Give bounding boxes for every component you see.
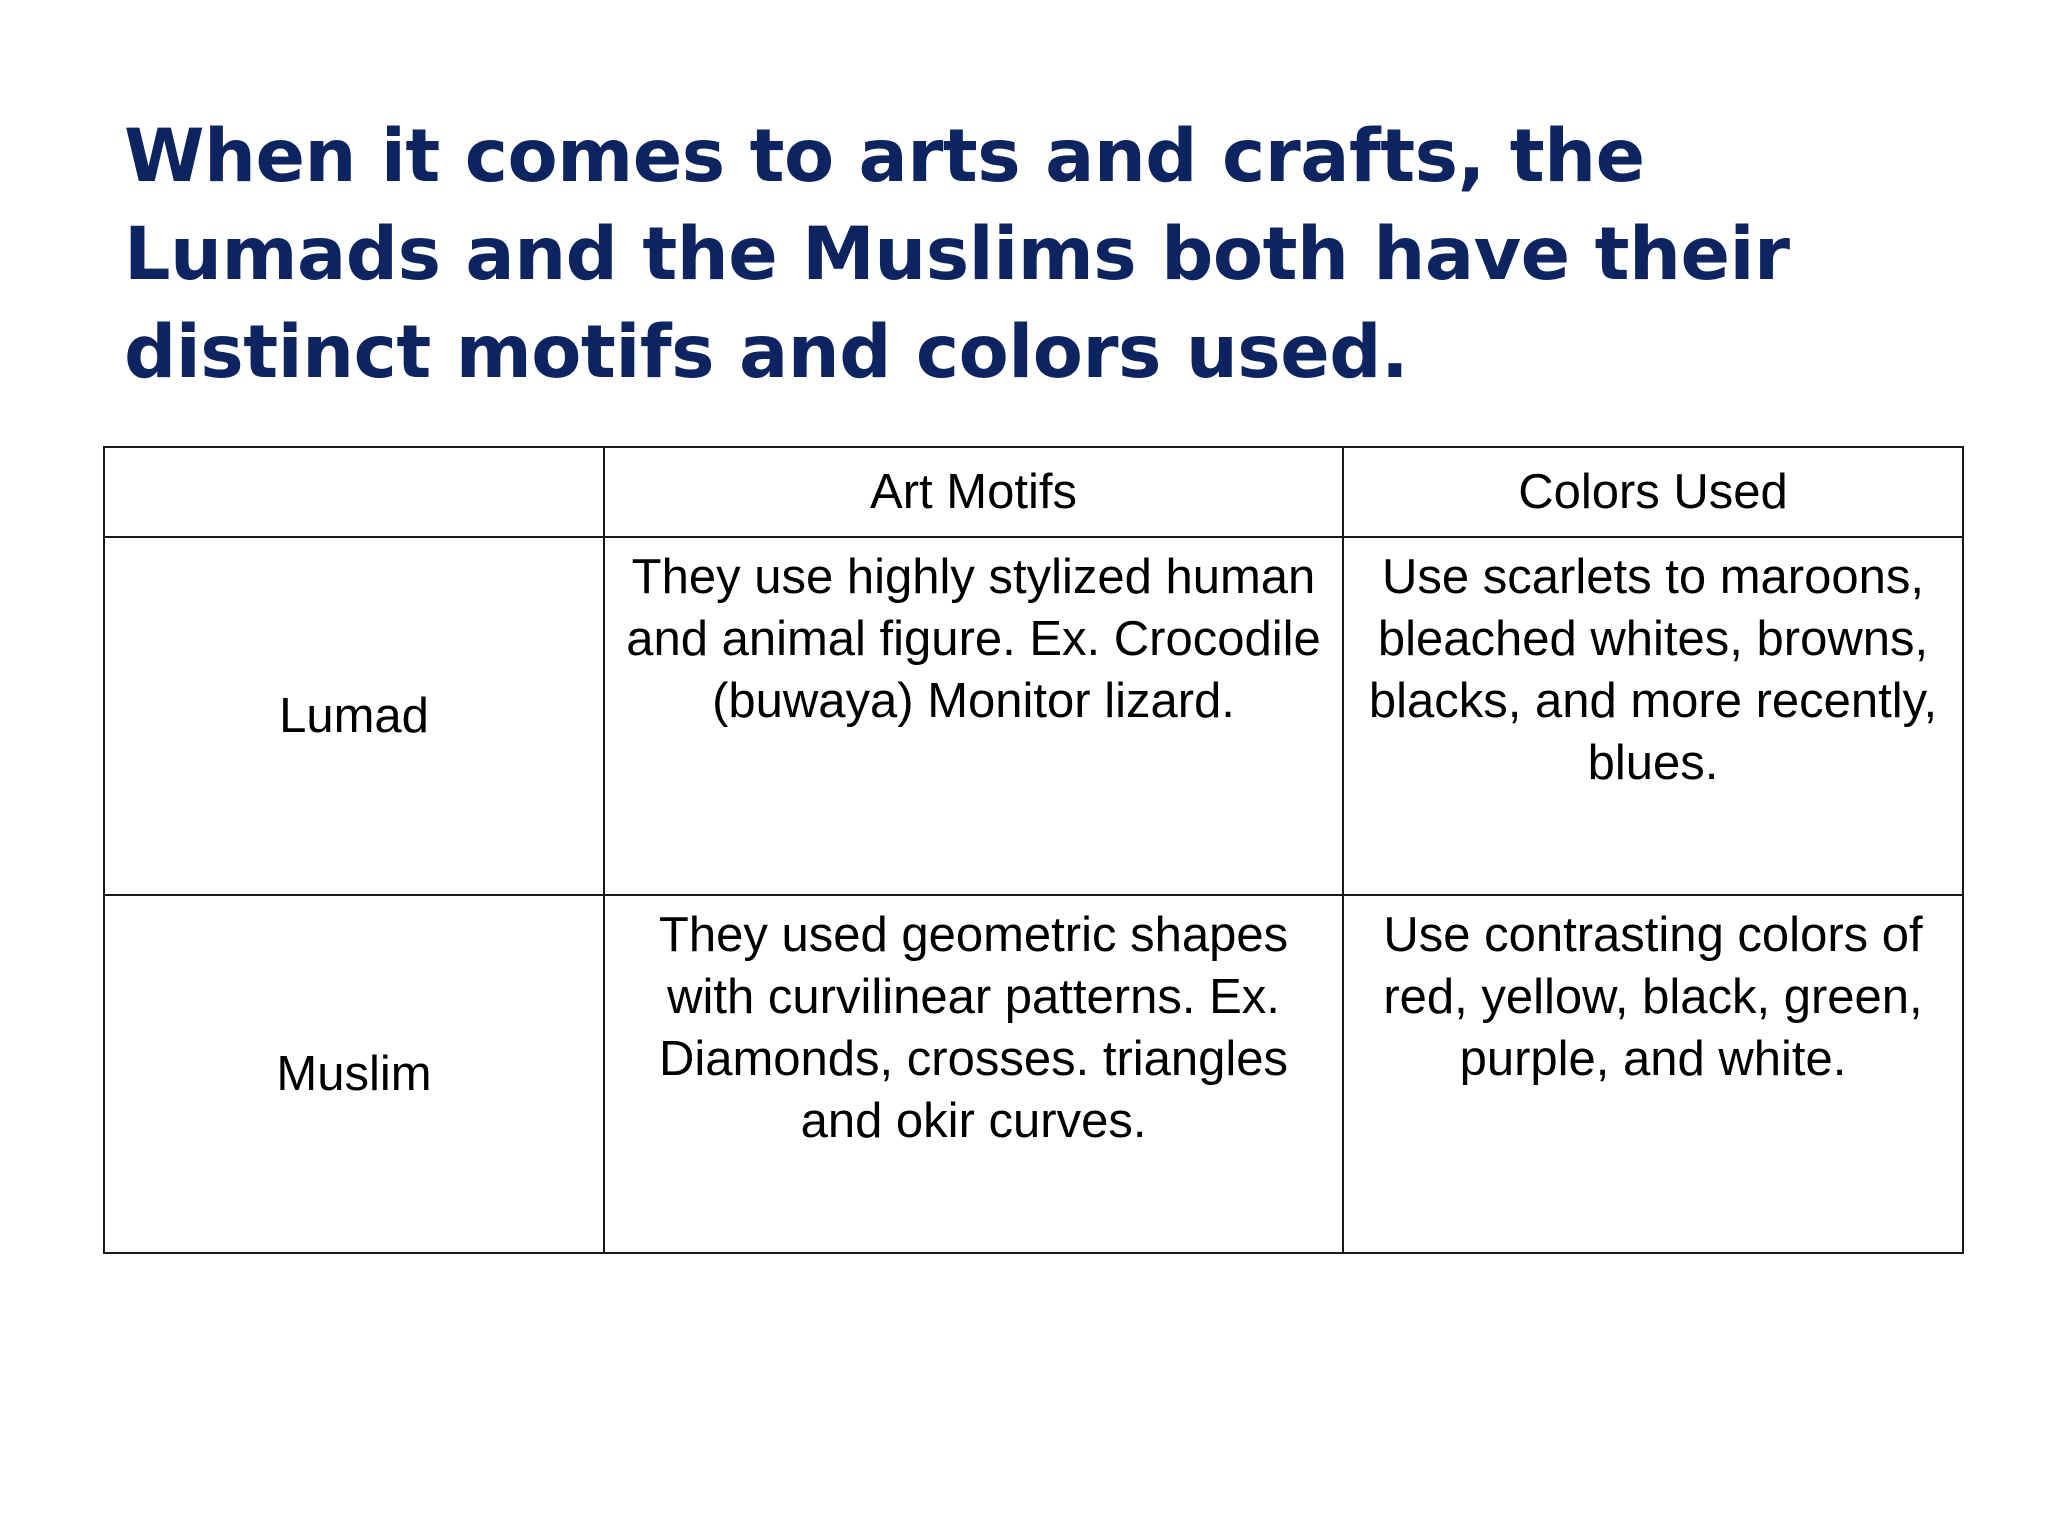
muslim-art-motifs: They used geometric shapes with curvilinear patterns. Ex. Diamonds, crosses. triangles and okir curves. — [604, 895, 1343, 1253]
muslim-colors-used: Use contrasting colors of red, yellow, black, green, purple, and white. — [1343, 895, 1963, 1253]
row-label-lumad: Lumad — [104, 537, 604, 895]
table-header-row — [104, 447, 1963, 537]
table-row-muslim — [104, 895, 1963, 1253]
header-empty-cell — [104, 447, 604, 537]
lumad-colors-used: Use scarlets to maroons, bleached whites, browns, blacks, and more recently, blues. — [1343, 537, 1963, 895]
header-art-motifs: Art Motifs — [604, 447, 1343, 537]
table-row-lumad — [104, 537, 1963, 895]
comparison-table — [103, 446, 1964, 1254]
header-colors-used: Colors Used — [1343, 447, 1963, 537]
slide-title: When it comes to arts and crafts, the Lumads and the Muslims both have their distinct motifs and colors used. — [124, 114, 1790, 395]
lumad-art-motifs: They use highly stylized human and animal figure. Ex. Crocodile (buwaya) Monitor lizard. — [604, 537, 1343, 895]
row-label-muslim: Muslim — [104, 895, 604, 1253]
